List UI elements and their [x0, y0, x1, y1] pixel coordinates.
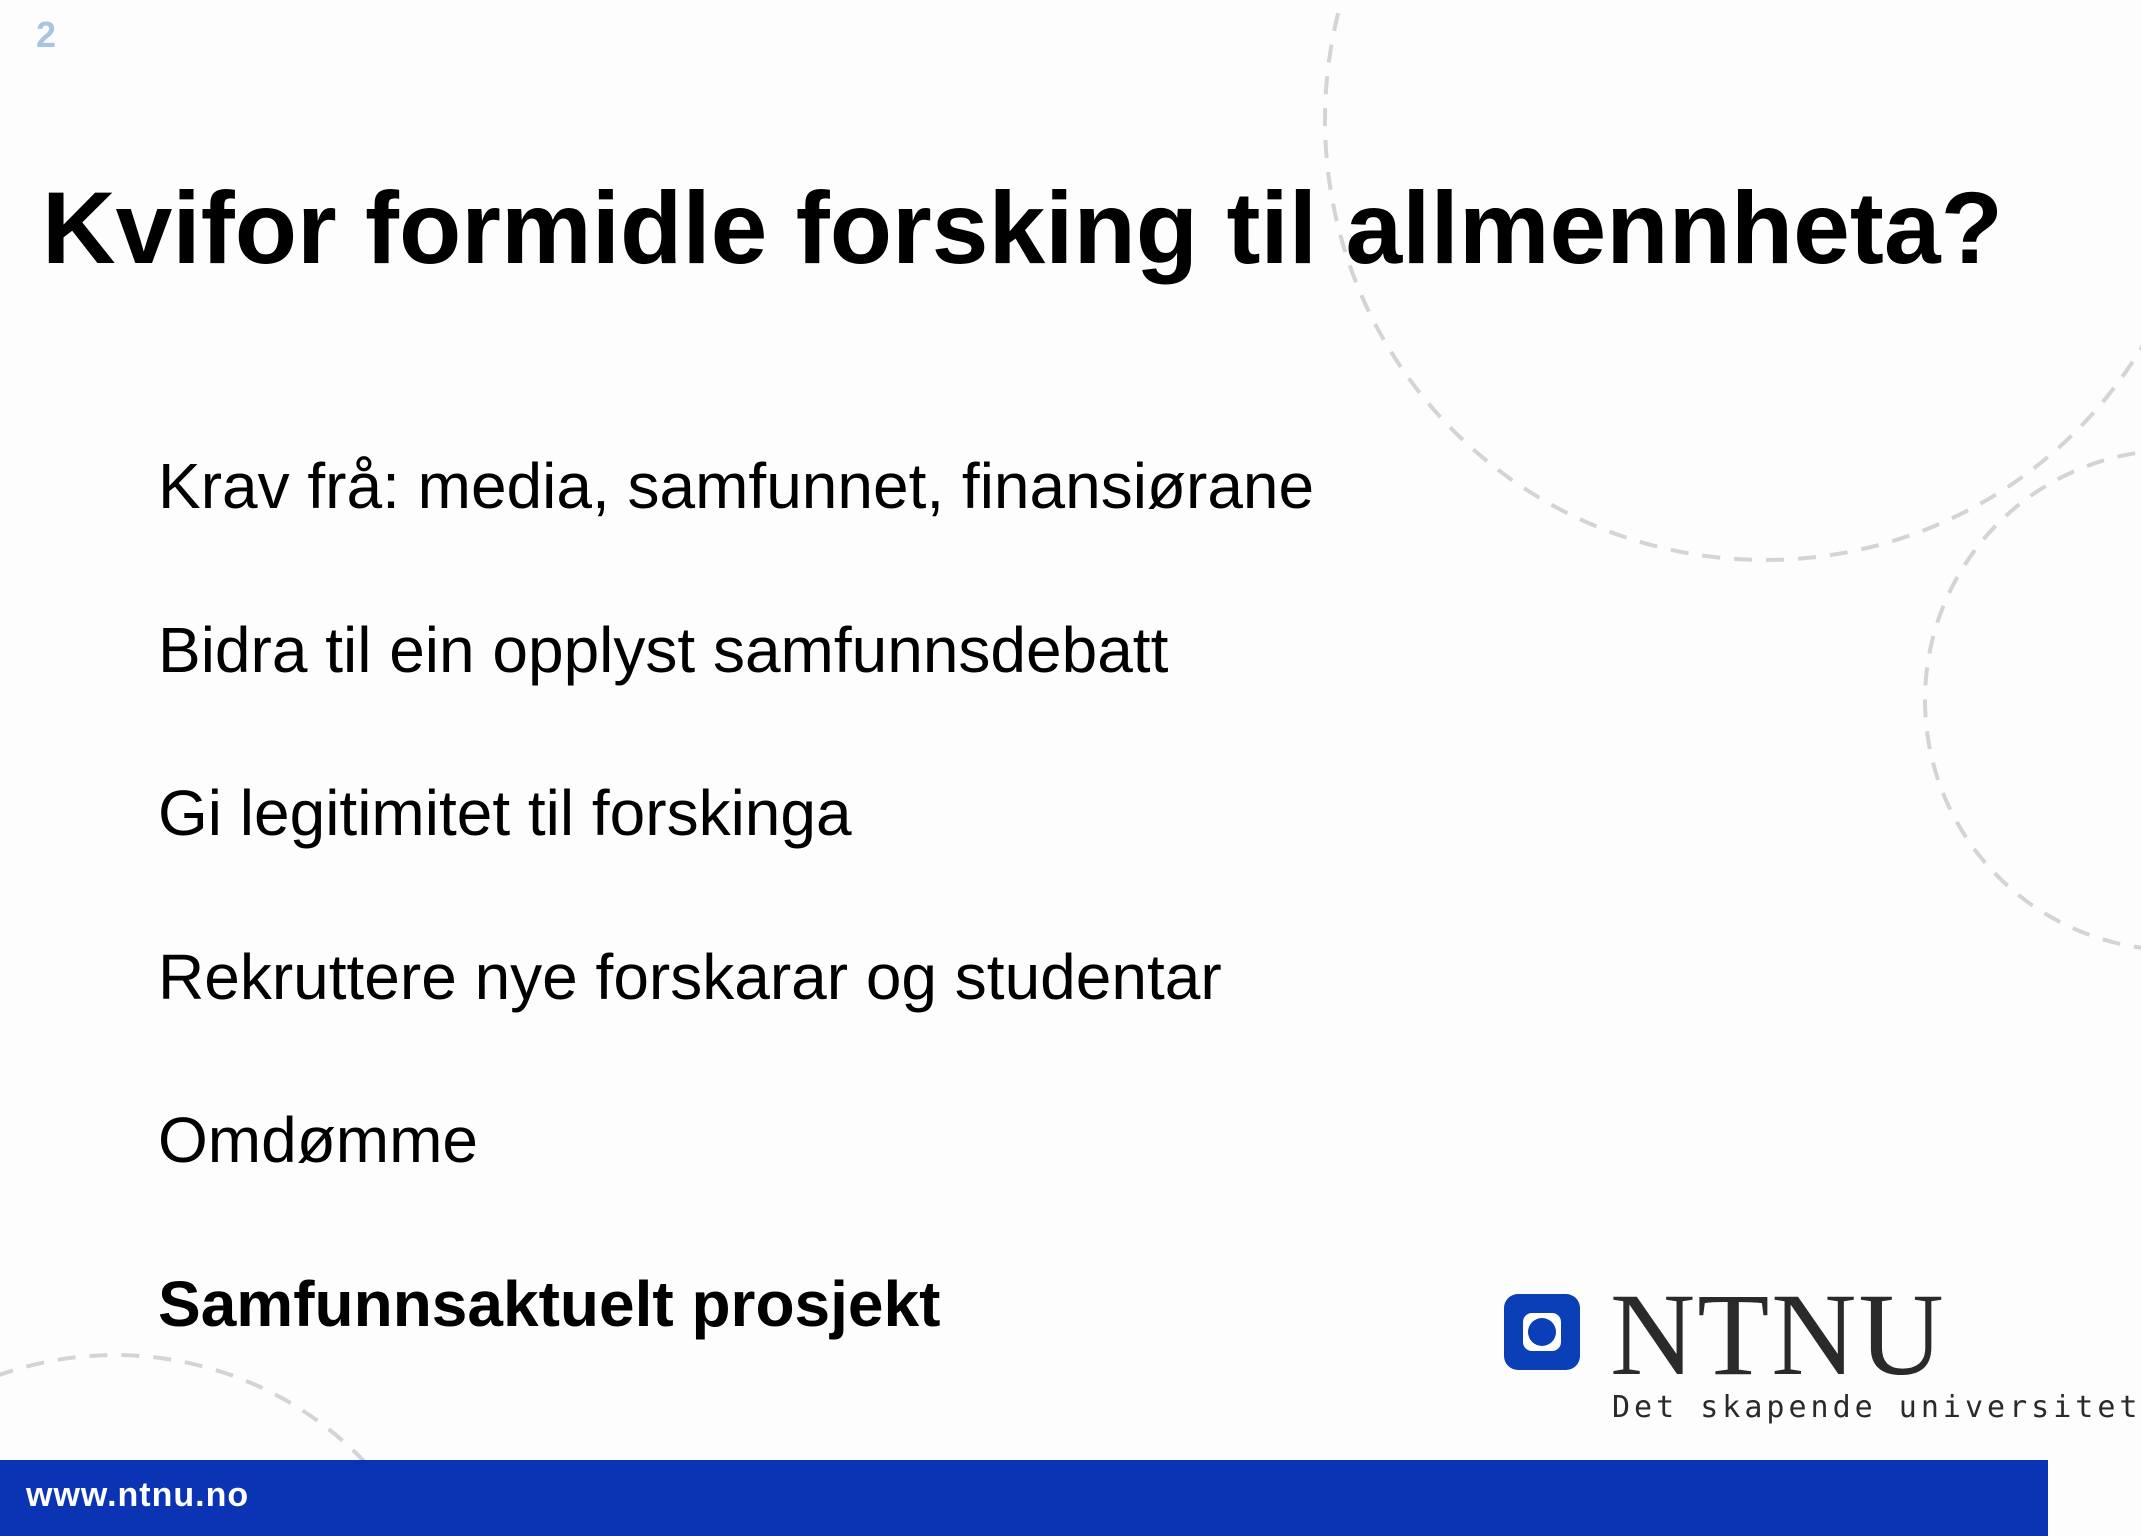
bullet-item: Omdømme — [158, 1104, 478, 1176]
bullet-item: Krav frå: media, samfunnet, finansiørane — [158, 450, 1315, 522]
bullet-list — [158, 448, 1314, 1429]
decor-circle-right — [1925, 450, 2141, 950]
logo-wordmark: NTNU — [1610, 1269, 1946, 1400]
slide-number: 2 — [36, 14, 57, 55]
footer-bar — [0, 1460, 2048, 1536]
ntnu-logo — [1504, 1269, 2141, 1430]
slide-title: Kvifor formidle forsking til allmennheta? — [42, 171, 2003, 285]
bullet-item: Gi legitimitet til forskinga — [158, 777, 852, 849]
bullet-item: Rekruttere nye forskarar og studentar — [158, 940, 1222, 1013]
logo-tagline: Det skapende universitet — [1612, 1390, 2141, 1425]
ntnu-logo-icon — [1504, 1294, 1580, 1370]
bullet-item-highlighted: Samfunnsaktuelt prosjekt — [158, 1267, 941, 1340]
footer-url: www.ntnu.no — [26, 1476, 250, 1514]
bullet-item: Bidra til ein opplyst samfunnsdebatt — [158, 613, 1169, 686]
